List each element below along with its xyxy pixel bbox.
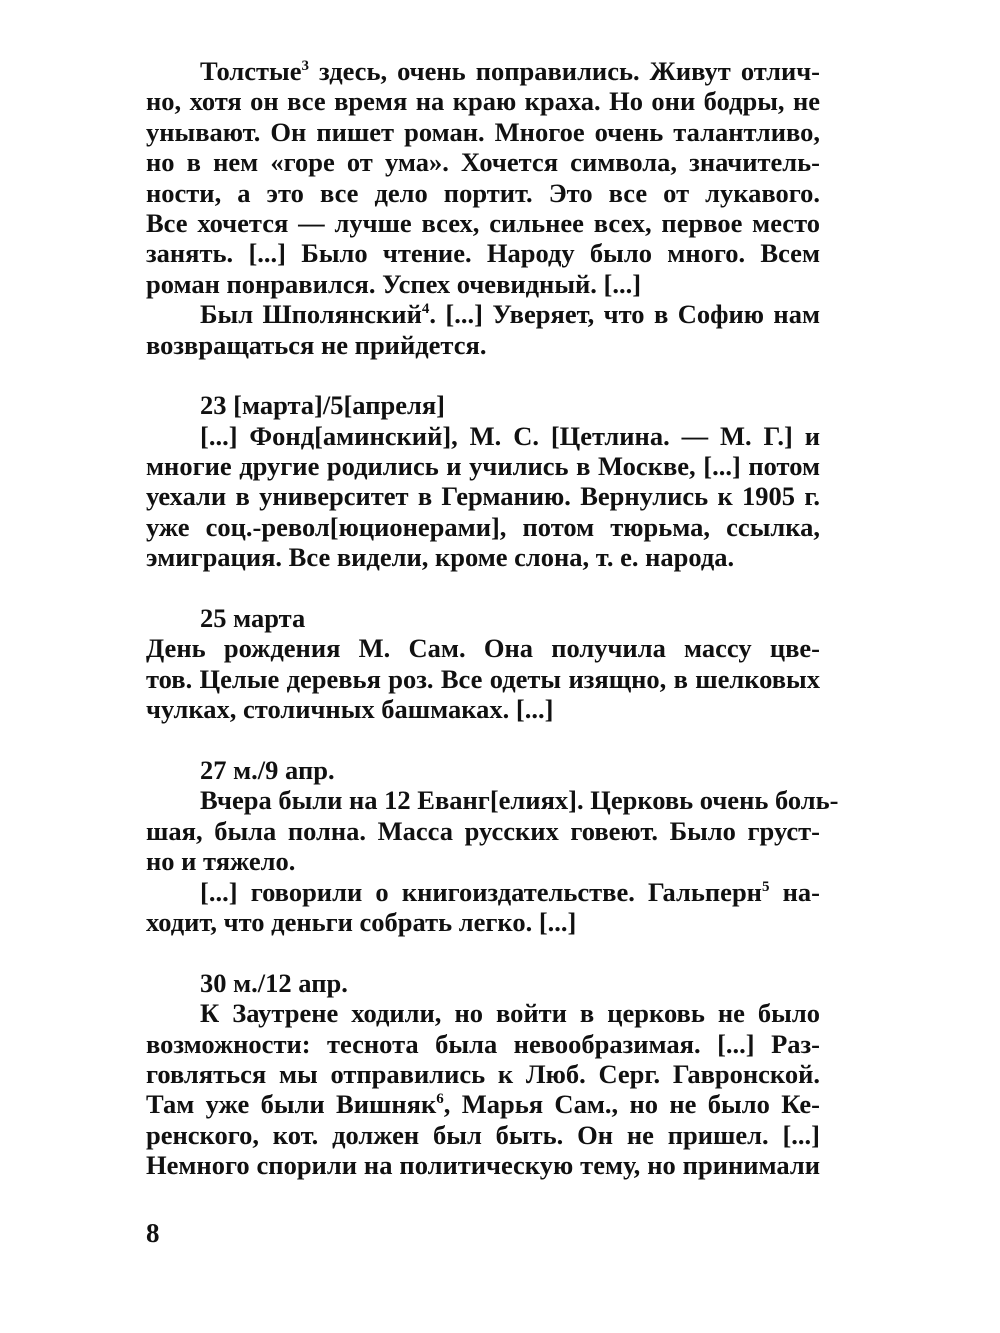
text-line: Там уже были Вишняк$^6$, Марья Сам., но не было Ке-: [146, 1089, 820, 1120]
page-number: 8: [146, 1218, 160, 1248]
text-line: уехали в университет в Германию. Вернулись к 1905 г.: [146, 481, 820, 512]
text-line: но, хотя он все время на краю краха. Но они бодры, не: [146, 86, 820, 117]
entry-date: 27 м./9 апр.: [200, 754, 335, 785]
text-line: тов. Целые деревья роз. Все одеты изящно, в шелковых: [146, 663, 820, 694]
text-line: возможности: теснота была невообразимая. [...] Раз-: [146, 1028, 820, 1059]
text-line: ности, а это все дело портит. Это все от лукавого.: [146, 177, 820, 208]
text-line: роман понравился. Успех очевидный. [...]: [146, 268, 642, 299]
text-line: Толстые$^3$ здесь, очень поправились. Живут отлич-: [200, 56, 820, 86]
text-line: ренского, кот. должен был быть. Он не пришел. [...]: [146, 1119, 820, 1150]
footnote-ref: 3: [301, 58, 309, 75]
text-line: говляться мы отправились к Люб. Серг. Гавронской.: [146, 1058, 820, 1089]
text-line: ходит, что деньги собрать легко. [...]: [146, 906, 577, 937]
entry-date: 30 м./12 апр.: [200, 967, 348, 998]
text-line: Немного спорили на политическую тему, но принимали: [146, 1150, 820, 1181]
text-line: многие другие родились и учились в Москве, [...] потом: [146, 451, 820, 482]
text-line: Вчера были на 12 Еванг[елиях]. Церковь очень боль-: [200, 785, 839, 816]
text-line: уже соц.-револ[юционерами], потом тюрьма, ссылка,: [146, 511, 820, 542]
text-line: [...] Фонд[аминский], М. С. [Цетлина. — М. Г.] и: [200, 420, 820, 451]
entry-date: 23 [марта]/5[апреля]: [200, 390, 446, 421]
text-line: [...] говорили о книгоиздательстве. Гальперн$^5$ на-: [200, 876, 821, 907]
footnote-ref: 5: [761, 878, 770, 895]
text-line: День рождения М. Сам. Она получила массу цве-: [146, 633, 820, 664]
text-line: но и тяжело.: [146, 846, 296, 877]
text-line: унывают. Он пишет роман. Многое очень талантливо,: [146, 116, 820, 147]
entry-date: 25 марта: [200, 603, 306, 634]
footnote-ref: 6: [436, 1091, 444, 1108]
footnote-ref: 4: [421, 301, 430, 318]
text-line: чулках, столичных башмаках. [...]: [146, 694, 554, 725]
text-line: Был Шполянский$^4$. [...] Уверяет, что в Софию нам: [200, 299, 821, 330]
text-line: шая, была полна. Масса русских говеют. Было груст-: [146, 815, 820, 846]
text-line: возвращаться не прийдется.: [146, 329, 487, 360]
main-text: [146, 56, 839, 1181]
text-line: но в нем «горе от ума». Хочется символа, значитель-: [146, 147, 820, 178]
text-line: К Заутрене ходили, но войти в церковь не было: [200, 998, 820, 1029]
text-line: эмиграция. Все видели, кроме слона, т. е. народа.: [146, 542, 735, 573]
text-line: занять. [...] Было чтение. Народу было много. Всем: [146, 238, 820, 269]
text-line: Все хочется — лучше всех, сильнее всех, первое место: [146, 207, 820, 238]
